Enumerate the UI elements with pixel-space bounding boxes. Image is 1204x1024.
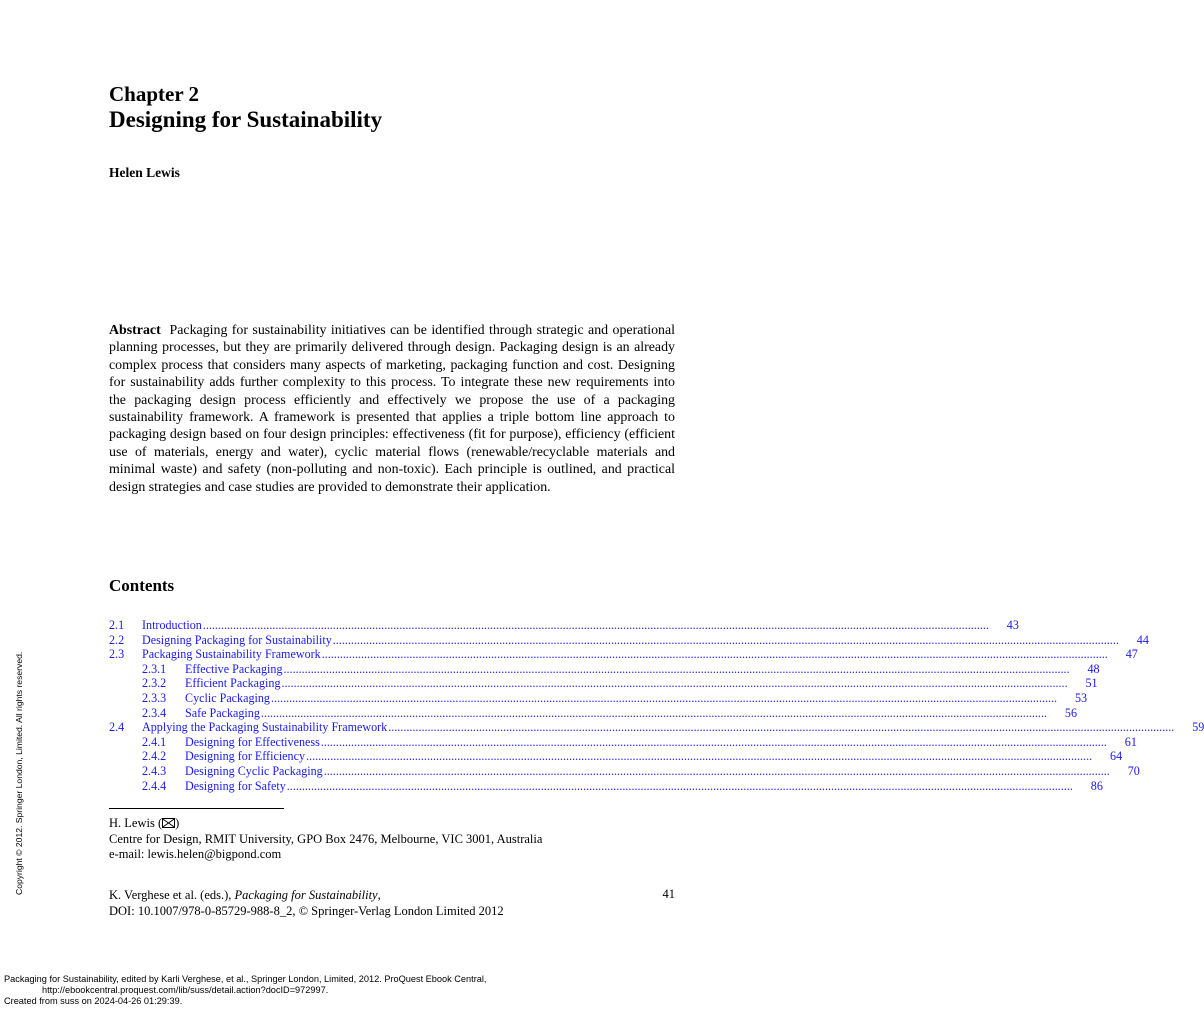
toc-entry-title: Designing for Efficiency — [185, 749, 306, 764]
toc-entry-page: 61 — [1124, 734, 1137, 749]
publication-doi[interactable]: DOI: 10.1007/978-0-85729-988-8_2, © Springer-Verlag London Limited 2012 — [109, 904, 504, 918]
toc-entry[interactable] — [109, 734, 1137, 750]
toc-entry-page: 53 — [1074, 690, 1088, 705]
toc-entry-page: 56 — [1064, 705, 1077, 720]
abstract — [109, 322, 675, 496]
toc-entry-number: 2.4.3 — [142, 763, 167, 778]
toc-entry-leader: .................................................................................................................................................................................................................................................................... — [286, 778, 1073, 793]
abstract-label: Abstract — [109, 323, 161, 338]
toc-entry-number: 2.3.1 — [142, 661, 167, 676]
envelope-icon[interactable] — [162, 818, 175, 828]
toc-entry-page: 44 — [1136, 632, 1149, 647]
toc-entry-page: 47 — [1125, 647, 1138, 662]
toc-entry[interactable] — [109, 690, 1088, 706]
footer-link[interactable]: http://ebookcentral.proquest.com/lib/suss/detail.action?docID=972997. — [42, 985, 329, 995]
footnote-affiliation: Centre for Design, RMIT University, GPO Box 2476, Melbourne, VIC 3001, Australia — [109, 832, 543, 846]
toc-entry-leader: .................................................................................................................................................................................................................................................................... — [320, 734, 1107, 749]
toc-entry-page: 51 — [1085, 676, 1098, 691]
toc-entry-title: Packaging Sustainability Framework — [142, 647, 321, 662]
toc-entry-title: Designing Packaging for Sustainability — [142, 632, 332, 647]
toc-entry-number: 2.3.4 — [142, 705, 167, 720]
toc-entry-leader: .................................................................................................................................................................................................................................................................... — [306, 749, 1093, 764]
toc-entry[interactable] — [109, 632, 1149, 648]
toc-entry[interactable] — [109, 647, 1138, 662]
publication-book-title: Packaging for Sustainability — [234, 888, 378, 902]
toc-entry-title: Applying the Packaging Sustainability Framework — [142, 720, 388, 735]
toc-entry[interactable] — [109, 778, 1103, 794]
toc-entry-leader: .................................................................................................................................................................................................................................................................... — [270, 690, 1058, 705]
chapter-label: Chapter 2 — [109, 82, 200, 106]
toc-entry-title: Cyclic Packaging — [185, 690, 270, 705]
footer-line-1: Packaging for Sustainability, edited by Karli Verghese, et al., Springer London, Limited, 2012. ProQuest Ebook Central, — [4, 974, 487, 984]
toc-entry[interactable] — [109, 676, 1098, 691]
footer-line-3: Created from suss on 2024-04-26 01:29:39. — [4, 996, 183, 1006]
table-of-contents — [109, 618, 1204, 793]
toc-entry-leader: .................................................................................................................................................................................................................................................................... — [323, 763, 1110, 778]
publication-editors: K. Verghese et al. (eds.), — [109, 888, 235, 902]
footnote-email[interactable]: e-mail: lewis.helen@bigpond.com — [109, 847, 282, 861]
footnote-author-suffix: ) — [175, 816, 180, 830]
toc-entry-page: 59 — [1192, 720, 1204, 735]
toc-entry-number: 2.4.2 — [142, 749, 167, 764]
toc-entry-number: 2.4 — [109, 720, 125, 735]
toc-entry-number: 2.4.1 — [142, 734, 167, 749]
toc-entry-number: 2.4.4 — [142, 778, 167, 793]
side-copyright: Copyright © 2012. Springer London, Limited. All rights reserved. — [14, 651, 24, 895]
toc-entry-leader: .................................................................................................................................................................................................................................................................... — [332, 632, 1119, 647]
toc-entry-page: 64 — [1110, 749, 1123, 764]
toc-entry-leader: .................................................................................................................................................................................................................................................................... — [202, 618, 989, 632]
toc-entry-title: Effective Packaging — [185, 661, 283, 676]
publication-comma: , — [377, 888, 381, 902]
footnote-divider — [109, 808, 284, 809]
toc-entry-leader: .................................................................................................................................................................................................................................................................... — [281, 676, 1068, 691]
toc-entry-number: 2.2 — [109, 632, 125, 647]
toc-entry-number: 2.3 — [109, 647, 125, 662]
toc-entry-leader: .................................................................................................................................................................................................................................................................... — [321, 647, 1108, 662]
abstract-text: Packaging for sustainability initiatives can be identified through strategic and operational planning processes, but they are primarily delivered through design. Packaging design is an already complex process that considers many aspects of marketing, packaging function and cost. Designing for sustainability adds further complexity to this process. To integrate these new requirements into the packaging design process efficiently and effectively we propose the use of a packaging sustainability framework. A framework is presented that applies a triple bottom line approach to packaging design based on four design principles: effectiveness (fit for purpose), efficiency (efficient use of materials, energy and water), cyclic material flows (renewable/recyclable materials and minimal waste) and safety (non-polluting and non-toxic). Each principle is outlined, and practical design strategies and case studies are provided to demonstrate their application. — [109, 323, 675, 495]
toc-entry-title: Designing Cyclic Packaging — [185, 763, 323, 778]
contents-heading: Contents — [109, 576, 175, 595]
toc-entry-title: Safe Packaging — [185, 705, 260, 720]
toc-entry-page: 86 — [1090, 778, 1103, 793]
publication-citation — [109, 887, 381, 903]
toc-entry-leader: .................................................................................................................................................................................................................................................................... — [283, 661, 1070, 676]
chapter-title: Designing for Sustainability — [109, 107, 383, 132]
toc-entry-leader: .................................................................................................................................................................................................................................................................... — [260, 705, 1047, 720]
toc-entry[interactable] — [109, 763, 1140, 779]
toc-entry-page: 43 — [1006, 618, 1019, 632]
toc-entry-number: 2.3.3 — [142, 690, 167, 705]
page-number: 41 — [662, 887, 675, 901]
author-name: Helen Lewis — [109, 165, 180, 180]
toc-entry[interactable] — [109, 705, 1077, 721]
toc-entry-title: Designing for Effectiveness — [185, 734, 320, 749]
toc-entry-title: Designing for Safety — [185, 778, 286, 793]
toc-entry[interactable] — [109, 618, 1019, 633]
footnote-author-name: H. Lewis ( — [109, 816, 163, 830]
toc-entry-page: 70 — [1127, 763, 1140, 778]
toc-entry[interactable] — [109, 661, 1100, 677]
toc-entry[interactable] — [109, 749, 1123, 764]
toc-entry-title: Introduction — [142, 618, 202, 632]
toc-entry-number: 2.3.2 — [142, 676, 167, 691]
toc-entry-page: 48 — [1087, 661, 1100, 676]
footnote-author — [109, 815, 179, 831]
toc-entry-leader: .................................................................................................................................................................................................................................................................... — [388, 720, 1175, 735]
toc-entry-number: 2.1 — [109, 618, 125, 632]
toc-entry[interactable] — [109, 720, 1204, 735]
toc-entry-title: Efficient Packaging — [185, 676, 281, 691]
